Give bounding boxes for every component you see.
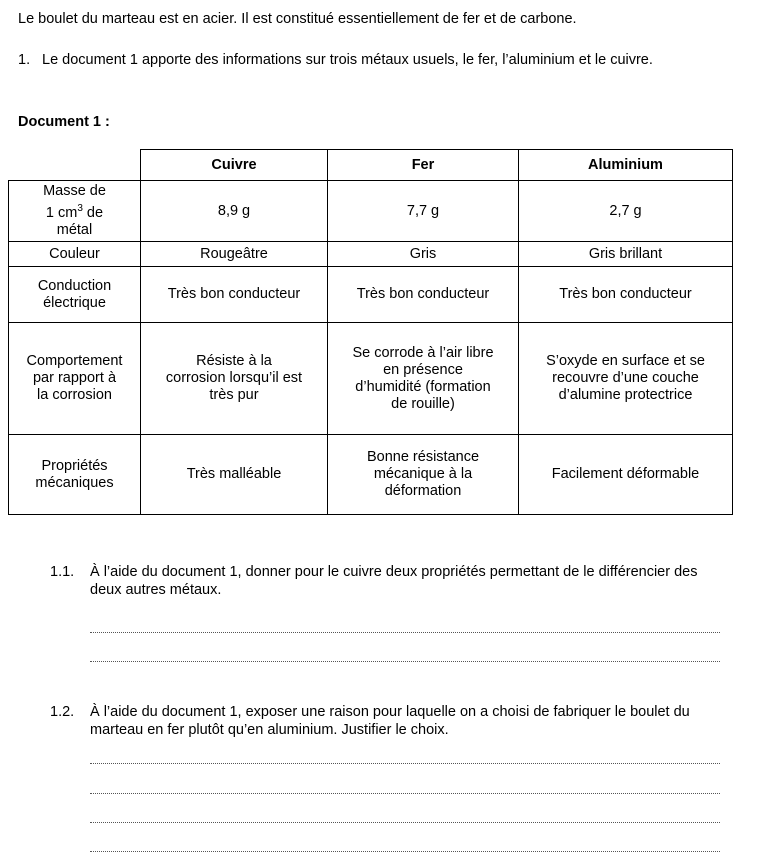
answer-line[interactable]	[90, 632, 720, 633]
mass-label-volume: 1 cm	[45, 204, 78, 221]
question-1-1	[50, 563, 725, 599]
table-header-row	[9, 150, 733, 181]
cell-corrosion-aluminium: S’oxyde en surface et se recouvre d’une couche d’alumine protectrice	[519, 323, 733, 435]
answer-line[interactable]	[90, 661, 720, 662]
document-title: Document 1 :	[18, 114, 110, 130]
row-label-mass	[9, 181, 141, 242]
cell-couleur-cuivre: Rougeâtre	[141, 242, 328, 267]
cell-couleur-fer: Gris	[328, 242, 519, 267]
table-row-mass	[9, 181, 733, 242]
table-row-conduction	[9, 267, 733, 323]
mass-label-line1: Masse de	[43, 183, 106, 200]
row-label-mecanique: Propriétés mécaniques	[9, 435, 141, 515]
cell-mass-aluminium: 2,7 g	[519, 181, 733, 242]
cell-mass-cuivre: 8,9 g	[141, 181, 328, 242]
question-1-2	[50, 703, 725, 739]
cell-conduction-cuivre: Très bon conducteur	[141, 267, 328, 323]
question-1-number: 1.	[18, 52, 31, 68]
row-label-couleur: Couleur	[9, 242, 141, 267]
row-label-conduction: Conduction électrique	[9, 267, 141, 323]
table-row-couleur	[9, 242, 733, 267]
header-aluminium: Aluminium	[519, 150, 733, 181]
cell-corrosion-fer: Se corrode à l’air libre en présence d’humidité (formation de rouille)	[328, 323, 519, 435]
table-row-corrosion	[9, 323, 733, 435]
cell-mecanique-aluminium: Facilement déformable	[519, 435, 733, 515]
answer-line[interactable]	[90, 851, 720, 852]
mass-label-de: de	[82, 204, 104, 221]
mass-label-line3: métal	[56, 221, 93, 238]
question-1	[18, 52, 733, 69]
answer-line[interactable]	[90, 822, 720, 823]
cell-mass-fer: 7,7 g	[328, 181, 519, 242]
question-1-1-number: 1.1.	[50, 564, 75, 580]
row-label-corrosion: Comportement par rapport à la corrosion	[9, 323, 141, 435]
cell-corrosion-cuivre: Résiste à la corrosion lorsqu’il est très pur	[141, 323, 328, 435]
metals-properties-table	[8, 149, 733, 515]
table-row-mecanique	[9, 435, 733, 515]
question-1-2-number: 1.2.	[50, 704, 75, 720]
cell-conduction-aluminium: Très bon conducteur	[519, 267, 733, 323]
cell-mecanique-fer: Bonne résistance mécanique à la déformation	[328, 435, 519, 515]
question-1-2-text: À l’aide du document 1, exposer une raison pour laquelle on a choisi de fabriquer le boulet du marteau en fer plutôt qu’en aluminium. Justifier le choix.	[90, 704, 690, 738]
answer-line[interactable]	[90, 763, 720, 764]
mass-label-exponent: 3	[77, 203, 83, 215]
header-cuivre: Cuivre	[141, 150, 328, 181]
question-1-1-text: À l’aide du document 1, donner pour le cuivre deux propriétés permettant de le différencier des deux autres métaux.	[90, 564, 698, 598]
intro-text: Le boulet du marteau est en acier. Il est constitué essentiellement de fer et de carbone.	[18, 11, 577, 27]
cell-mecanique-cuivre: Très malléable	[141, 435, 328, 515]
table-corner	[9, 150, 141, 181]
question-1-text: Le document 1 apporte des informations sur trois métaux usuels, le fer, l’aluminium et le cuivre.	[42, 52, 653, 68]
answer-line[interactable]	[90, 793, 720, 794]
cell-couleur-aluminium: Gris brillant	[519, 242, 733, 267]
header-fer: Fer	[328, 150, 519, 181]
cell-conduction-fer: Très bon conducteur	[328, 267, 519, 323]
